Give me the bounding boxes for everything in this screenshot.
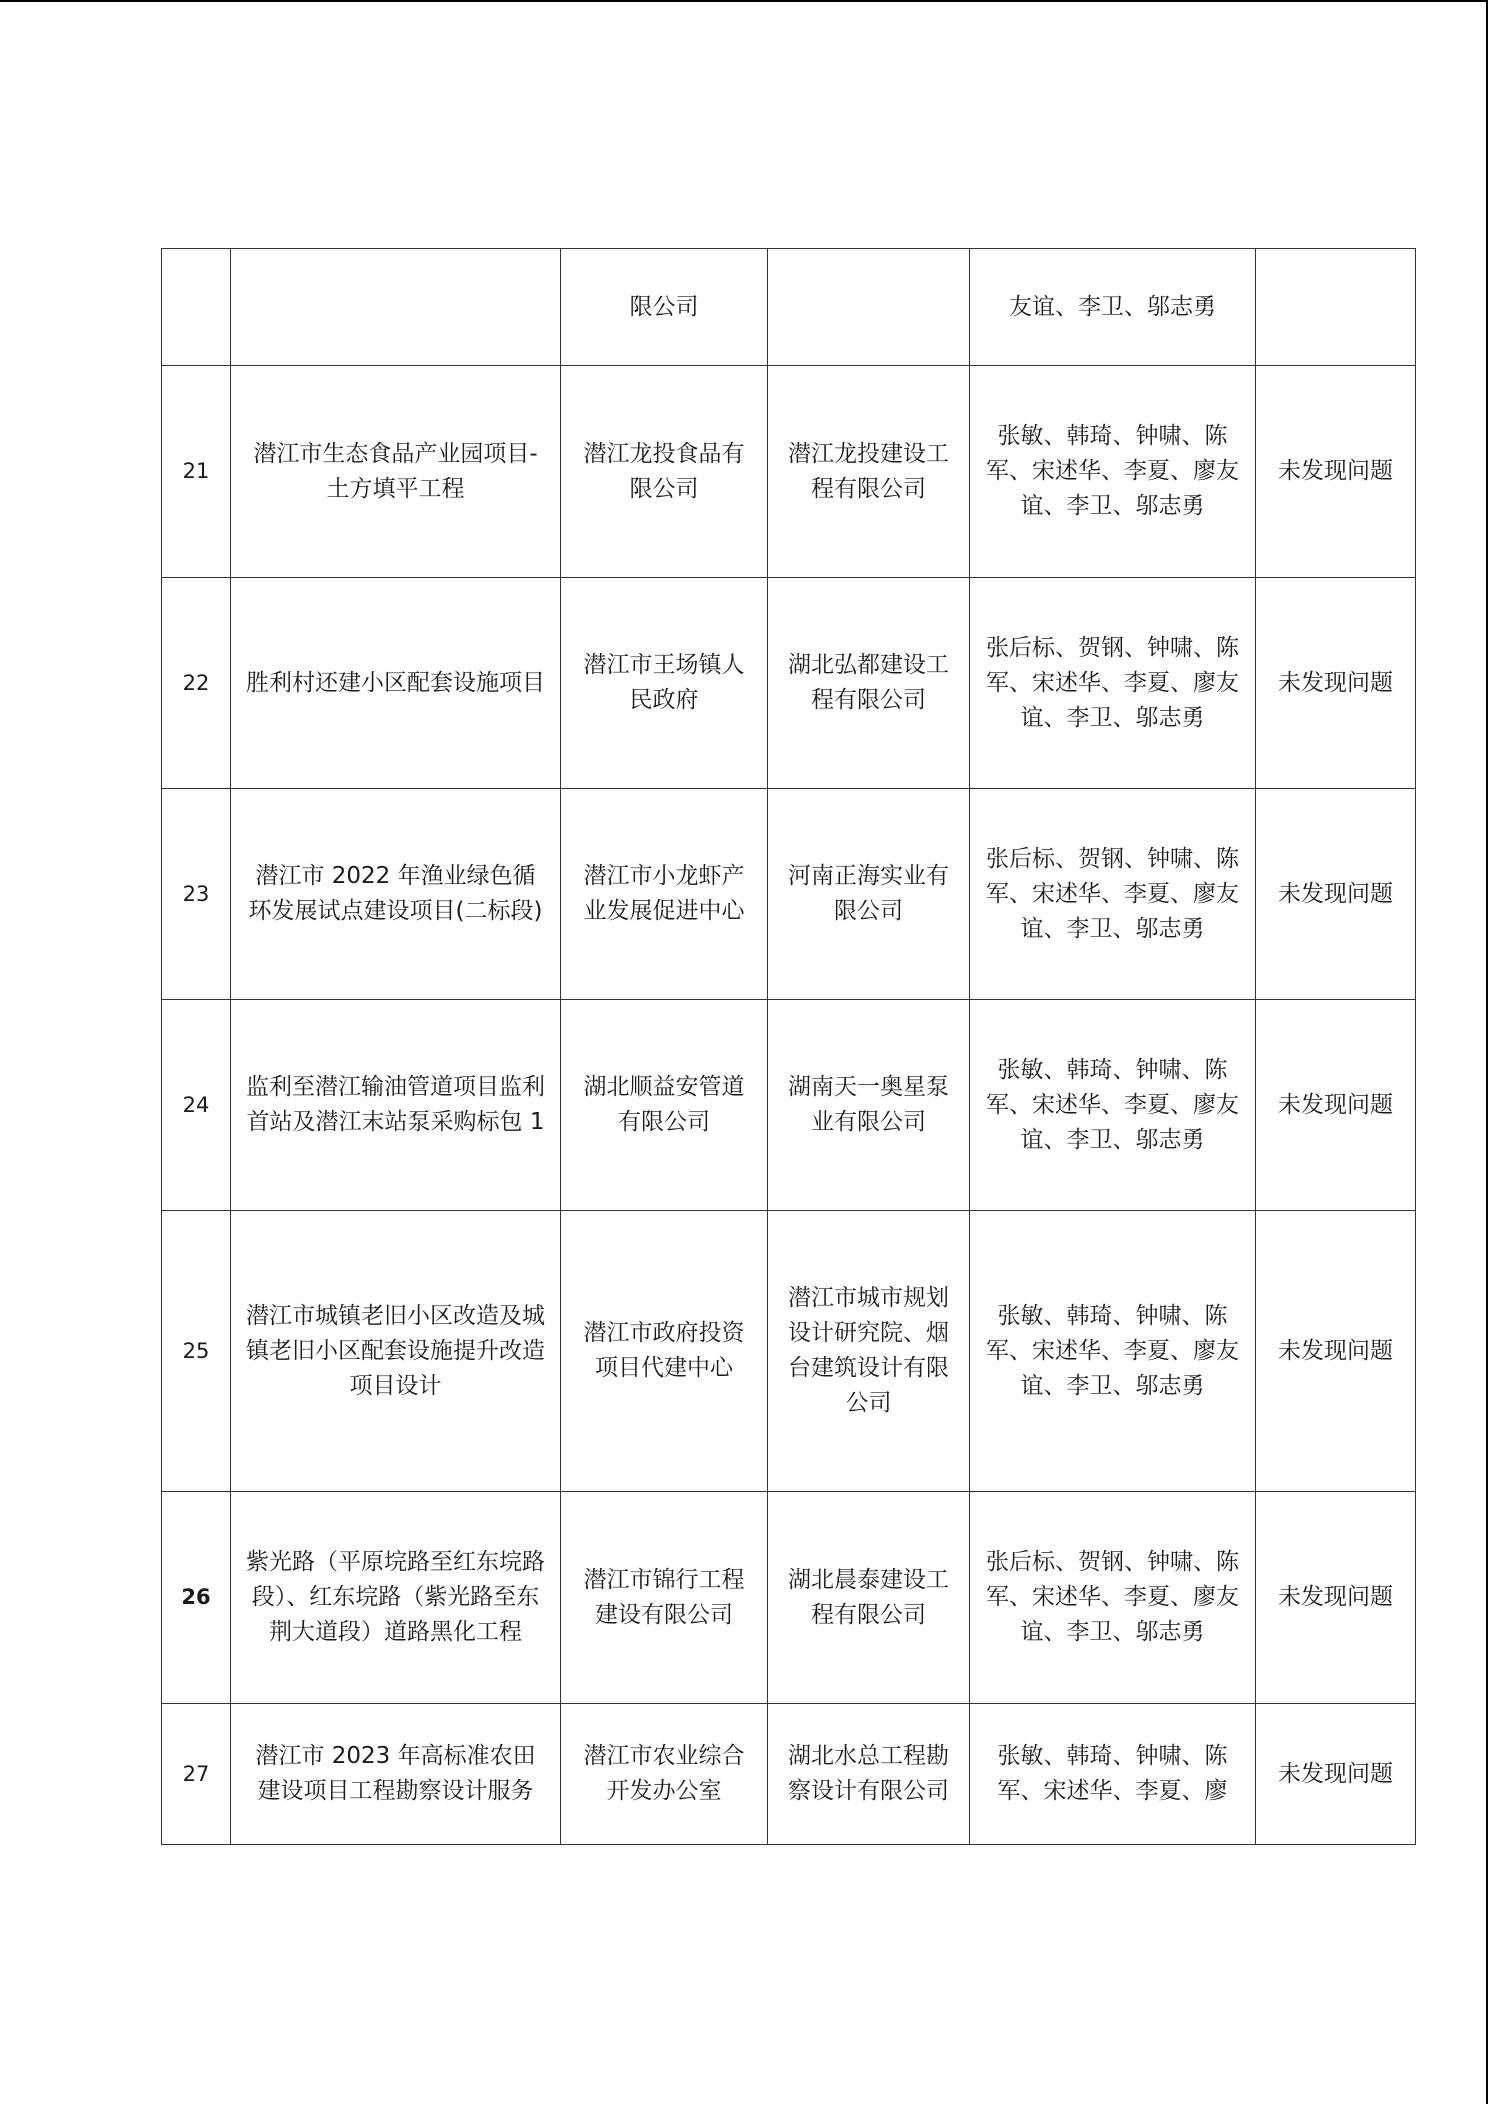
cell-no: 25 [162, 1211, 231, 1492]
cell-no: 23 [162, 789, 231, 1000]
cell-contractor: 湖北弘都建设工程有限公司 [768, 578, 970, 789]
cell-project: 潜江市城镇老旧小区改造及城镇老旧小区配套设施提升改造项目设计 [231, 1211, 561, 1492]
cell-project: 潜江市 2023 年高标准农田建设项目工程勘察设计服务 [231, 1704, 561, 1845]
cell-project: 监利至潜江输油管道项目监利首站及潜江末站泵采购标包 1 [231, 1000, 561, 1211]
cell-owner: 潜江市锦行工程建设有限公司 [561, 1492, 768, 1704]
cell-result [1256, 249, 1416, 366]
cell-no: 22 [162, 578, 231, 789]
cell-contractor: 潜江市城市规划设计研究院、烟台建筑设计有限公司 [768, 1211, 970, 1492]
cell-result: 未发现问题 [1256, 789, 1416, 1000]
cell-project [231, 249, 561, 366]
cell-owner: 潜江市农业综合开发办公室 [561, 1704, 768, 1845]
cell-no: 24 [162, 1000, 231, 1211]
cell-inspectors: 友谊、李卫、邬志勇 [970, 249, 1256, 366]
cell-no: 26 [162, 1492, 231, 1704]
cell-no [162, 249, 231, 366]
cell-project: 紫光路（平原垸路至红东垸路段）、红东垸路（紫光路至东荆大道段）道路黑化工程 [231, 1492, 561, 1704]
cell-inspectors: 张敏、韩琦、钟啸、陈军、宋述华、李夏、廖 [970, 1704, 1256, 1845]
cell-contractor: 河南正海实业有限公司 [768, 789, 970, 1000]
cell-project: 胜利村还建小区配套设施项目 [231, 578, 561, 789]
cell-result: 未发现问题 [1256, 1211, 1416, 1492]
cell-result: 未发现问题 [1256, 366, 1416, 578]
cell-owner: 湖北顺益安管道有限公司 [561, 1000, 768, 1211]
cell-inspectors: 张后标、贺钢、钟啸、陈军、宋述华、李夏、廖友谊、李卫、邬志勇 [970, 789, 1256, 1000]
cell-inspectors: 张敏、韩琦、钟啸、陈军、宋述华、李夏、廖友谊、李卫、邬志勇 [970, 1000, 1256, 1211]
cell-contractor: 湖南天一奥星泵业有限公司 [768, 1000, 970, 1211]
cell-owner: 潜江市政府投资项目代建中心 [561, 1211, 768, 1492]
inspection-table [161, 248, 1416, 1845]
cell-inspectors: 张后标、贺钢、钟啸、陈军、宋述华、李夏、廖友谊、李卫、邬志勇 [970, 1492, 1256, 1704]
cell-result: 未发现问题 [1256, 578, 1416, 789]
cell-no: 27 [162, 1704, 231, 1845]
table-row [162, 1211, 1416, 1492]
cell-result: 未发现问题 [1256, 1704, 1416, 1845]
cell-result: 未发现问题 [1256, 1000, 1416, 1211]
table-row [162, 1704, 1416, 1845]
cell-project: 潜江市生态食品产业园项目-土方填平工程 [231, 366, 561, 578]
cell-contractor: 潜江龙投建设工程有限公司 [768, 366, 970, 578]
cell-no: 21 [162, 366, 231, 578]
cell-owner: 潜江市王场镇人民政府 [561, 578, 768, 789]
table-row [162, 1492, 1416, 1704]
table-row [162, 578, 1416, 789]
cell-contractor: 湖北晨泰建设工程有限公司 [768, 1492, 970, 1704]
table-row [162, 789, 1416, 1000]
table-row [162, 366, 1416, 578]
cell-contractor: 湖北水总工程勘察设计有限公司 [768, 1704, 970, 1845]
cell-inspectors: 张敏、韩琦、钟啸、陈军、宋述华、李夏、廖友谊、李卫、邬志勇 [970, 366, 1256, 578]
cell-inspectors: 张敏、韩琦、钟啸、陈军、宋述华、李夏、廖友谊、李卫、邬志勇 [970, 1211, 1256, 1492]
cell-owner: 限公司 [561, 249, 768, 366]
table-row [162, 249, 1416, 366]
table-row [162, 1000, 1416, 1211]
cell-owner: 潜江市小龙虾产业发展促进中心 [561, 789, 768, 1000]
cell-owner: 潜江龙投食品有限公司 [561, 366, 768, 578]
cell-inspectors: 张后标、贺钢、钟啸、陈军、宋述华、李夏、廖友谊、李卫、邬志勇 [970, 578, 1256, 789]
cell-contractor [768, 249, 970, 366]
cell-result: 未发现问题 [1256, 1492, 1416, 1704]
cell-project: 潜江市 2022 年渔业绿色循环发展试点建设项目(二标段) [231, 789, 561, 1000]
page-top-border [0, 0, 1488, 2]
